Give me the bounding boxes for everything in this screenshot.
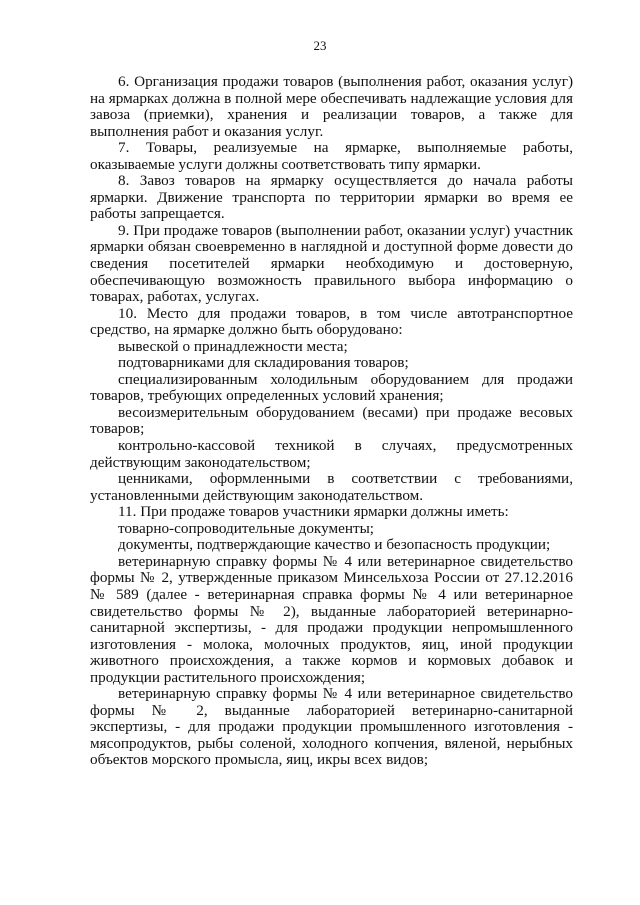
list-item-cash-register: контрольно-кассовой техникой в случаях, предусмотренных действующим законодательством; bbox=[90, 437, 573, 471]
list-item-scales: весоизмерительным оборудованием (весами) при продаже весовых товаров; bbox=[90, 403, 573, 438]
paragraph-8: 8. Завоз товаров на ярмарку осуществляется до начала работы ярмарки. Движение транспорта по территории ярмарки во время ее работы запрещается. bbox=[90, 172, 573, 223]
paragraph-10: 10. Место для продажи товаров, в том числе автотранспортное средство, на ярмарке должно быть оборудовано: bbox=[90, 304, 573, 339]
paragraph-11: 11. При продаже товаров участники ярмарки должны иметь: bbox=[118, 503, 509, 521]
page-number: 23 bbox=[313, 38, 327, 53]
paragraph-9: 9. При продаже товаров (выполнении работ, оказании услуг) участник ярмарки обязан своевременно в наглядной и доступной форме довести до сведения посетителей ярмарки необходимую и достоверную, обеспечивающую возможность правильного выбора информацию о товарах, работах, услугах. bbox=[90, 221, 573, 306]
list-item-quality-documents: документы, подтверждающие качество и безопасность продукции; bbox=[118, 536, 551, 554]
list-item-vet-certificate-noncommercial: ветеринарную справку формы № 4 или ветеринарное свидетельство формы № 2, утвержденные приказом Минсельхоза России от 27.12.2016 № 589 (далее - ветеринарная справка формы № 4 или ветеринарное свидетельство формы № 2), выданные лабораторией ветеринарно-санитарной экспертизы, - для продажи продукции непромышленного изготовления - молока, молочных продуктов, яиц, иной продукции животного происхождения, а также кормов и кормовых добавок и продукции растительного происхождения; bbox=[90, 552, 573, 686]
paragraph-7: 7. Товары, реализуемые на ярмарке, выполняемые работы, оказываемые услуги должны соответствовать типу ярмарки. bbox=[90, 139, 573, 173]
document-body bbox=[90, 74, 573, 769]
list-item-price-tags: ценниками, оформленными в соответствии с требованиями, установленными действующим законодательством. bbox=[90, 470, 573, 504]
list-item-pallets: подтоварниками для складирования товаров; bbox=[118, 354, 409, 372]
list-item-shipping-documents: товарно-сопроводительные документы; bbox=[118, 519, 375, 537]
list-item-refrigeration: специализированным холодильным оборудованием для продажи товаров, требующих определенных условий хранения; bbox=[90, 370, 573, 405]
list-item-signboard: вывеской о принадлежности места; bbox=[118, 337, 348, 355]
list-item-vet-certificate-industrial: ветеринарную справку формы № 4 или ветеринарное свидетельство формы № 2, выданные лабораторией ветеринарно-санитарной экспертизы, - для продажи продукции промышленного изготовления - мясопродуктов, рыбы соленой, холодного копчения, вяленой, нерыбных объектов морского промысла, яиц, икры всех видов; bbox=[90, 685, 573, 769]
paragraph-6: 6. Организация продажи товаров (выполнения работ, оказания услуг) на ярмарках должна в полной мере обеспечивать надлежащие условия для завоза (приемки), хранения и реализации товаров, а также для выполнения работ и оказания услуг. bbox=[90, 73, 573, 140]
